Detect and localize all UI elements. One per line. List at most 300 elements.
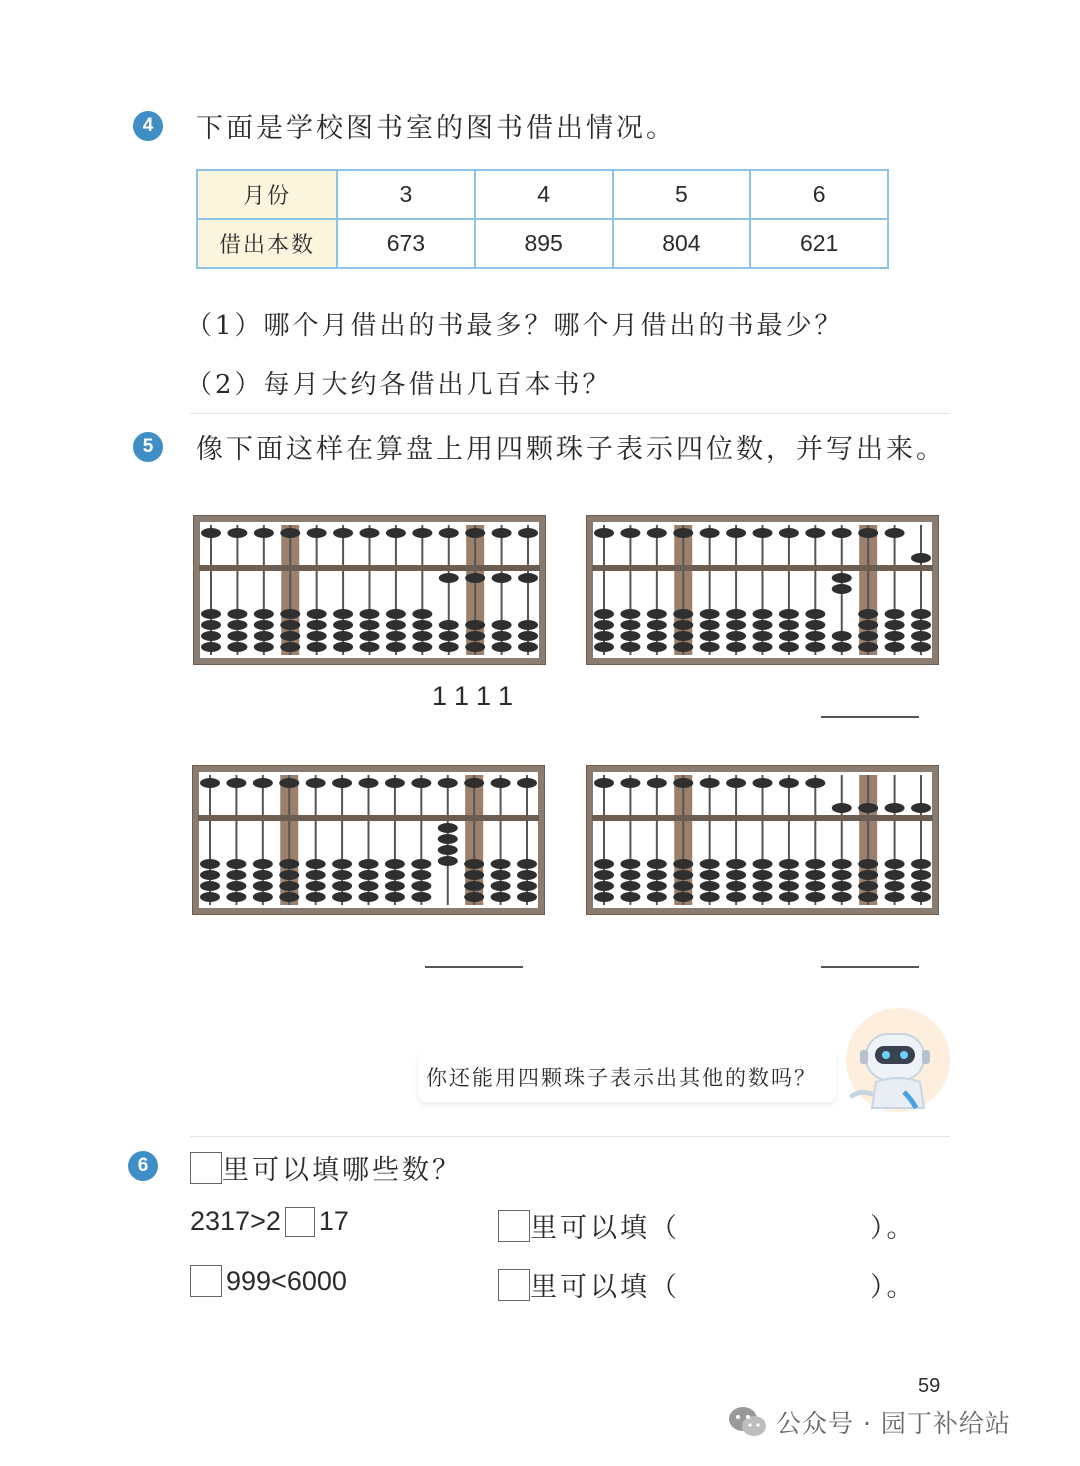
abacus-bead — [254, 631, 274, 641]
abacus-bead — [911, 609, 931, 619]
abacus-bead — [858, 892, 878, 902]
abacus-bead — [517, 870, 537, 880]
answer-blank-4[interactable] — [821, 966, 919, 968]
abacus-bead — [332, 859, 352, 869]
table-cell: 5 — [613, 170, 751, 219]
abacus-bead — [858, 620, 878, 630]
abacus-bead — [464, 778, 484, 788]
table-cell: 6 — [750, 170, 888, 219]
abacus-4 — [586, 765, 939, 915]
abacus-bead — [647, 859, 667, 869]
abacus-bead — [518, 642, 538, 652]
abacus-bead — [911, 859, 931, 869]
abacus-bead — [386, 642, 406, 652]
abacus-bead — [620, 642, 640, 652]
table-row — [197, 219, 888, 268]
abacus-bead — [412, 642, 432, 652]
abacus-bead — [360, 642, 380, 652]
abacus-bead — [464, 892, 484, 902]
abacus-bead — [279, 892, 299, 902]
abacus-bead — [647, 892, 667, 902]
wechat-icon — [728, 1404, 768, 1440]
abacus-bead — [700, 881, 720, 891]
abacus-bead — [517, 881, 537, 891]
abacus-bead — [858, 859, 878, 869]
section-divider — [190, 413, 950, 414]
borrow-table — [196, 169, 889, 269]
question-4-number: 4 — [133, 111, 163, 141]
abacus-1 — [193, 515, 546, 665]
abacus-bead — [594, 778, 614, 788]
abacus-bead — [620, 609, 640, 619]
abacus-bead — [438, 778, 458, 788]
abacus-bead — [438, 823, 458, 833]
abacus-bead — [465, 631, 485, 641]
abacus-bead — [805, 870, 825, 880]
fill-text: 里可以填（ — [530, 1213, 680, 1244]
abacus-bead — [911, 870, 931, 880]
answer-blank-3[interactable] — [425, 966, 523, 968]
abacus-bead — [279, 778, 299, 788]
abacus-bead — [200, 778, 220, 788]
blank-box — [498, 1269, 530, 1301]
abacus-bead — [307, 609, 327, 619]
abacus-bead — [412, 620, 432, 630]
abacus-bead — [885, 620, 905, 630]
abacus-bead — [201, 642, 221, 652]
abacus-bead — [385, 881, 405, 891]
abacus-bead — [360, 631, 380, 641]
abacus-bead — [858, 803, 878, 813]
abacus-bead — [726, 528, 746, 538]
table-header-month: 月份 — [197, 170, 337, 219]
abacus-bead — [700, 609, 720, 619]
abacus-bead — [726, 881, 746, 891]
abacus-bead — [594, 892, 614, 902]
abacus-bead — [779, 631, 799, 641]
abacus-bead — [385, 870, 405, 880]
abacus-bead — [439, 642, 459, 652]
abacus-bead — [832, 573, 852, 583]
abacus-bead — [227, 620, 247, 630]
abacus-bead — [832, 892, 852, 902]
abacus-bead — [491, 892, 511, 902]
abacus-bead — [306, 881, 326, 891]
abacus-bead — [911, 881, 931, 891]
abacus-bead — [779, 620, 799, 630]
abacus-bead — [359, 778, 379, 788]
abacus-bead — [492, 620, 512, 630]
abacus-bead — [832, 803, 852, 813]
abacus-bead — [673, 631, 693, 641]
abacus-bead — [726, 859, 746, 869]
abacus-bead — [753, 631, 773, 641]
abacus-bead — [726, 642, 746, 652]
abacus-bead — [465, 620, 485, 630]
abacus-bead — [306, 859, 326, 869]
abacus-bead — [518, 528, 538, 538]
abacus-bead — [465, 642, 485, 652]
abacus-bead — [911, 553, 931, 563]
abacus-bead — [647, 631, 667, 641]
abacus-bead — [779, 892, 799, 902]
abacus-bead — [885, 803, 905, 813]
abacus-bead — [647, 870, 667, 880]
abacus-bead — [385, 859, 405, 869]
abacus-bead — [306, 892, 326, 902]
abacus-bead — [858, 609, 878, 619]
abacus-bead — [753, 620, 773, 630]
abacus-bead — [673, 609, 693, 619]
abacus-bead — [201, 631, 221, 641]
question-6-number: 6 — [128, 1151, 158, 1181]
abacus-bead — [359, 859, 379, 869]
abacus-bead — [647, 778, 667, 788]
abacus-bead — [620, 778, 640, 788]
abacus-bead — [492, 631, 512, 641]
abacus-bead — [805, 528, 825, 538]
abacus-bead — [647, 528, 667, 538]
robot-bubble-text: 你还能用四颗珠子表示出其他的数吗？ — [426, 1066, 817, 1090]
abacus-bead — [753, 881, 773, 891]
abacus-bead — [464, 881, 484, 891]
fill-end: ）。 — [870, 1272, 917, 1303]
abacus-bead — [360, 620, 380, 630]
abacus-bead — [832, 528, 852, 538]
abacus-bead — [333, 528, 353, 538]
abacus-bead — [885, 859, 905, 869]
abacus-bead — [753, 778, 773, 788]
abacus-bead — [911, 620, 931, 630]
abacus-bead — [911, 642, 931, 652]
expression-2-text: 999<6000 — [226, 1265, 347, 1296]
abacus-bead — [779, 528, 799, 538]
fill-end: ）。 — [870, 1213, 917, 1244]
table-cell: 895 — [475, 219, 613, 268]
abacus-bead — [465, 573, 485, 583]
abacus-bead — [385, 778, 405, 788]
abacus-bead — [226, 870, 246, 880]
abacus-bead — [492, 573, 512, 583]
abacus-bead — [805, 620, 825, 630]
abacus-bead — [226, 881, 246, 891]
abacus-bead — [201, 528, 221, 538]
abacus-bead — [518, 631, 538, 641]
abacus-bead — [307, 642, 327, 652]
abacus-bead — [726, 778, 746, 788]
abacus-bead — [518, 620, 538, 630]
abacus-bead — [911, 631, 931, 641]
abacus-bead — [753, 609, 773, 619]
abacus-bead — [333, 631, 353, 641]
abacus-bead — [227, 642, 247, 652]
abacus-bead — [253, 881, 273, 891]
abacus-bead — [594, 881, 614, 891]
abacus-bead — [200, 870, 220, 880]
abacus-bead — [306, 870, 326, 880]
abacus-bead — [226, 892, 246, 902]
abacus-bead — [620, 870, 640, 880]
abacus-bead — [279, 870, 299, 880]
abacus-bead — [753, 642, 773, 652]
table-cell: 621 — [750, 219, 888, 268]
abacus-bead — [885, 892, 905, 902]
abacus-bead — [673, 778, 693, 788]
abacus-bead — [517, 778, 537, 788]
abacus-bead — [911, 803, 931, 813]
abacus-bead — [332, 892, 352, 902]
fill-line-2 — [498, 1265, 917, 1304]
abacus-bead — [620, 528, 640, 538]
abacus-bead — [360, 609, 380, 619]
abacus-bead — [594, 859, 614, 869]
abacus-bead — [885, 528, 905, 538]
expression-1 — [190, 1206, 349, 1237]
abacus-bead — [227, 528, 247, 538]
abacus-bead — [280, 631, 300, 641]
table-cell: 804 — [613, 219, 751, 268]
abacus-bead — [594, 528, 614, 538]
abacus-bead — [700, 642, 720, 652]
abacus-bead — [253, 892, 273, 902]
abacus-bead — [280, 609, 300, 619]
abacus-bead — [726, 609, 746, 619]
abacus-bead — [753, 870, 773, 880]
fill-box[interactable] — [285, 1207, 315, 1237]
abacus-bead — [438, 834, 458, 844]
abacus-bead — [411, 870, 431, 880]
abacus-bead — [885, 642, 905, 652]
abacus-bead — [594, 870, 614, 880]
abacus-bead — [307, 528, 327, 538]
abacus-bead — [491, 870, 511, 880]
abacus-bead — [858, 631, 878, 641]
abacus-bead — [518, 573, 538, 583]
abacus-bead — [726, 870, 746, 880]
question-6-prompt — [190, 1148, 462, 1187]
abacus-3 — [192, 765, 545, 915]
abacus-bead — [465, 528, 485, 538]
fill-text: 里可以填（ — [530, 1272, 680, 1303]
abacus-bead — [200, 881, 220, 891]
abacus-bead — [280, 620, 300, 630]
abacus-bead — [386, 609, 406, 619]
abacus-bead — [700, 528, 720, 538]
abacus-bead — [647, 620, 667, 630]
table-cell: 4 — [475, 170, 613, 219]
abacus-bead — [858, 528, 878, 538]
abacus-bead — [673, 892, 693, 902]
expression-1-right: 17 — [318, 1206, 349, 1236]
abacus-bead — [201, 620, 221, 630]
abacus-2 — [586, 515, 939, 665]
abacus-bead — [307, 620, 327, 630]
abacus-bead — [491, 778, 511, 788]
abacus-bead — [491, 859, 511, 869]
abacus-bead — [280, 642, 300, 652]
abacus-bead — [779, 881, 799, 891]
abacus-bead — [832, 859, 852, 869]
abacus-bead — [254, 642, 274, 652]
abacus-bead — [753, 859, 773, 869]
blank-box — [498, 1210, 530, 1242]
abacus-bead — [620, 859, 640, 869]
abacus-bead — [779, 642, 799, 652]
abacus-bead — [517, 892, 537, 902]
abacus-bead — [360, 528, 380, 538]
answer-blank-2[interactable] — [821, 716, 919, 718]
abacus-bead — [647, 881, 667, 891]
abacus-bead — [333, 609, 353, 619]
abacus-bead — [411, 778, 431, 788]
abacus-bead — [279, 859, 299, 869]
section-divider — [190, 1136, 950, 1137]
abacus-bead — [673, 881, 693, 891]
abacus-bead — [673, 642, 693, 652]
table-row — [197, 170, 888, 219]
abacus-bead — [279, 881, 299, 891]
abacus-bead — [620, 620, 640, 630]
abacus-bead — [306, 778, 326, 788]
abacus-bead — [726, 892, 746, 902]
abacus-bead — [253, 870, 273, 880]
abacus-bead — [594, 642, 614, 652]
abacus-bead — [779, 609, 799, 619]
abacus-bead — [858, 642, 878, 652]
abacus-bead — [254, 609, 274, 619]
abacus-bead — [492, 642, 512, 652]
abacus-bead — [594, 609, 614, 619]
abacus-bead — [832, 881, 852, 891]
abacus-bead — [673, 870, 693, 880]
abacus-bead — [359, 881, 379, 891]
question-4-sub-1: （1）哪个月借出的书最多？哪个月借出的书最少？ — [186, 311, 844, 341]
watermark-text: 公众号 · 园丁补给站 — [776, 1409, 1011, 1438]
abacus-bead — [885, 870, 905, 880]
abacus-bead — [700, 778, 720, 788]
expression-1-left: 2317>2 — [190, 1206, 281, 1236]
abacus-bead — [726, 631, 746, 641]
abacus-bead — [700, 870, 720, 880]
abacus-bead — [779, 870, 799, 880]
fill-box[interactable] — [190, 1265, 222, 1297]
abacus-bead — [805, 609, 825, 619]
abacus-bead — [805, 859, 825, 869]
abacus-bead — [332, 778, 352, 788]
abacus-bead — [885, 881, 905, 891]
abacus-bead — [805, 631, 825, 641]
abacus-bead — [438, 845, 458, 855]
abacus-bead — [332, 881, 352, 891]
abacus-bead — [647, 609, 667, 619]
abacus-bead — [439, 631, 459, 641]
expression-2 — [190, 1265, 347, 1297]
page-number: 59 — [918, 1375, 941, 1397]
abacus-bead — [385, 892, 405, 902]
abacus-bead — [254, 528, 274, 538]
abacus-bead — [411, 859, 431, 869]
abacus-bead — [673, 859, 693, 869]
example-answer: 1111 — [432, 681, 523, 711]
abacus-bead — [673, 620, 693, 630]
abacus-bead — [201, 609, 221, 619]
abacus-bead — [779, 778, 799, 788]
table-header-count: 借出本数 — [197, 219, 337, 268]
abacus-bead — [805, 892, 825, 902]
abacus-bead — [885, 631, 905, 641]
abacus-bead — [647, 642, 667, 652]
abacus-bead — [359, 892, 379, 902]
abacus-bead — [832, 642, 852, 652]
abacus-bead — [411, 892, 431, 902]
abacus-bead — [753, 528, 773, 538]
question-5-number: 5 — [133, 432, 163, 462]
abacus-bead — [386, 620, 406, 630]
abacus-bead — [700, 620, 720, 630]
abacus-bead — [805, 642, 825, 652]
abacus-bead — [620, 631, 640, 641]
table-cell: 673 — [337, 219, 475, 268]
abacus-bead — [333, 642, 353, 652]
abacus-bead — [200, 859, 220, 869]
abacus-bead — [438, 856, 458, 866]
abacus-bead — [911, 892, 931, 902]
abacus-bead — [832, 870, 852, 880]
question-4-text: 下面是学校图书室的图书借出情况。 — [196, 113, 676, 144]
fill-line-1 — [498, 1206, 917, 1245]
abacus-bead — [594, 620, 614, 630]
question-4-sub-2: （2）每月大约各借出几百本书？ — [186, 370, 612, 400]
abacus-bead — [226, 859, 246, 869]
abacus-bead — [439, 528, 459, 538]
abacus-bead — [227, 609, 247, 619]
abacus-bead — [200, 892, 220, 902]
abacus-bead — [885, 609, 905, 619]
blank-box — [190, 1152, 222, 1184]
abacus-bead — [464, 859, 484, 869]
abacus-bead — [753, 892, 773, 902]
abacus-bead — [253, 859, 273, 869]
abacus-bead — [412, 528, 432, 538]
abacus-bead — [858, 870, 878, 880]
abacus-bead — [779, 859, 799, 869]
question-5-text: 像下面这样在算盘上用四颗珠子表示四位数，并写出来。 — [196, 434, 946, 465]
table-cell: 3 — [337, 170, 475, 219]
abacus-bead — [491, 881, 511, 891]
abacus-bead — [464, 870, 484, 880]
abacus-bead — [280, 528, 300, 538]
abacus-bead — [700, 892, 720, 902]
abacus-bead — [332, 870, 352, 880]
abacus-bead — [805, 881, 825, 891]
abacus-bead — [411, 881, 431, 891]
abacus-bead — [492, 528, 512, 538]
abacus-bead — [386, 528, 406, 538]
abacus-bead — [254, 620, 274, 630]
abacus-bead — [700, 631, 720, 641]
abacus-bead — [226, 778, 246, 788]
abacus-bead — [412, 631, 432, 641]
abacus-bead — [333, 620, 353, 630]
question-6-text: 里可以填哪些数？ — [222, 1155, 462, 1186]
abacus-bead — [594, 631, 614, 641]
abacus-bead — [439, 573, 459, 583]
abacus-bead — [673, 528, 693, 538]
abacus-bead — [858, 881, 878, 891]
abacus-bead — [386, 631, 406, 641]
abacus-bead — [227, 631, 247, 641]
abacus-bead — [832, 631, 852, 641]
